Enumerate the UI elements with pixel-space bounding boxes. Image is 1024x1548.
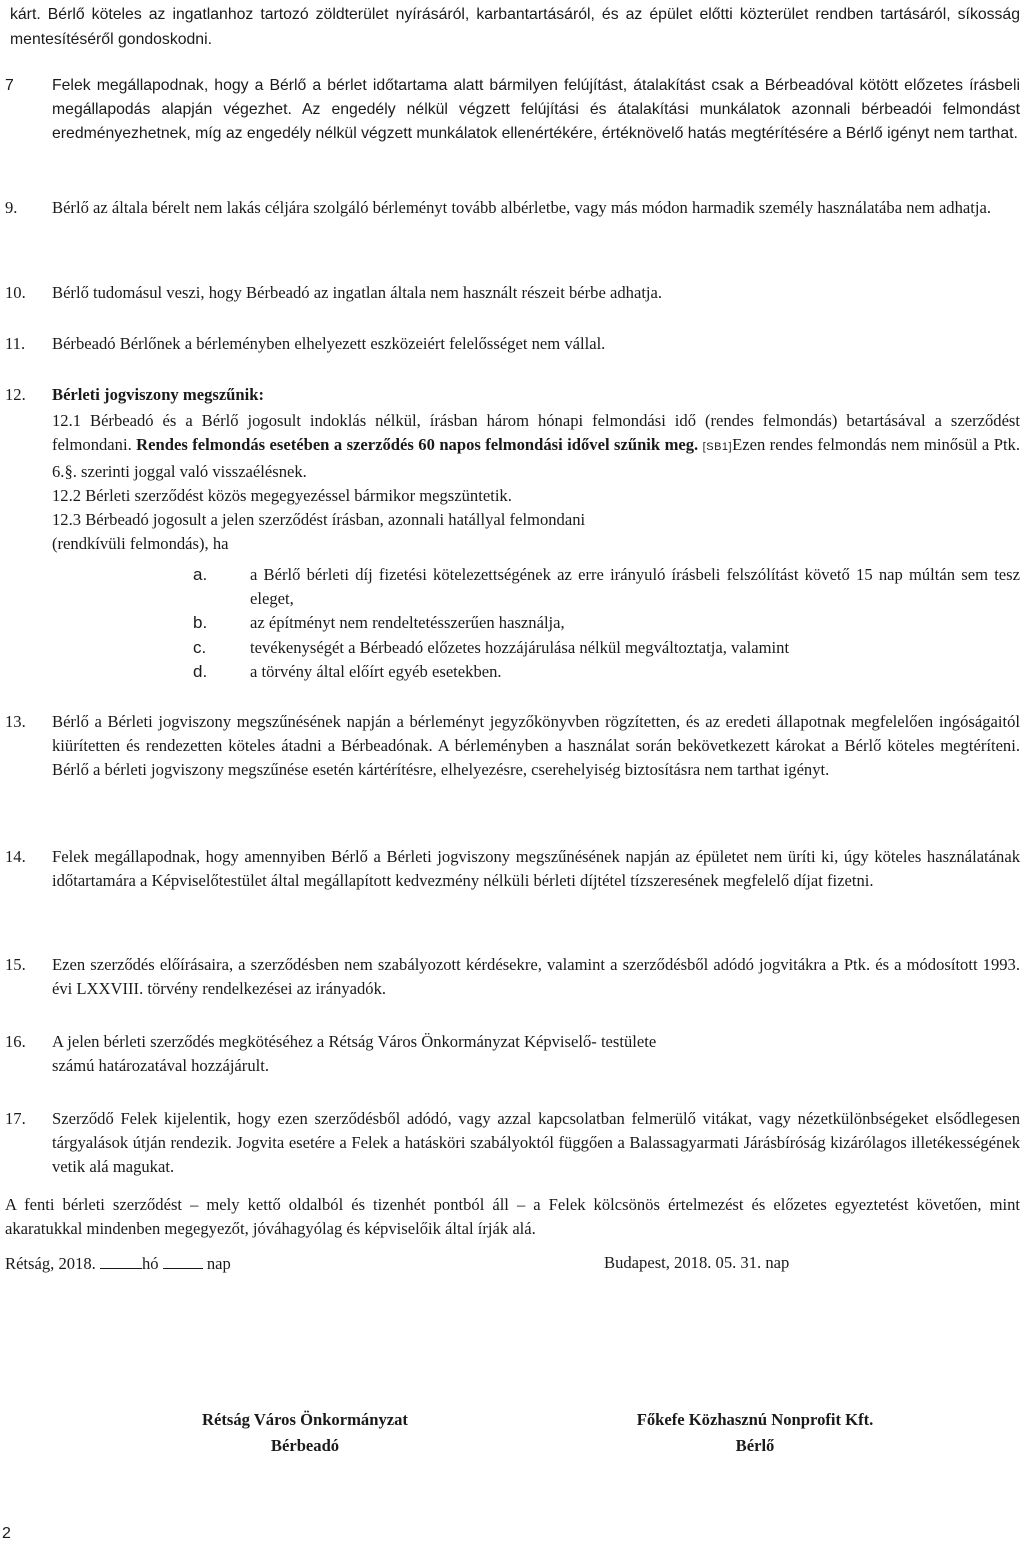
page-number: 2	[2, 1525, 11, 1542]
clause-11	[5, 332, 1020, 356]
clause-text: Bérlő a Bérleti jogviszony megszűnésének napján a bérleményt jegyzőkönyvben rögzítetten, és az eredeti állapotnak megfelelően ingóságaitól kiürítetten és rendezetten köteles átadni a Bérbeadónak. A bérleményben a használat során bekövetkezett károkat a Bérlő köteles megtéríteni. Bérlő a bérleti jogviszony megszűnése esetén kártérítésre, elhelyezésre, cserehelyiség biztosításra nem tarthat igényt.	[52, 712, 1020, 780]
clause-12-1-rest: Ezen rendes felmondás nem minősül a Ptk. 6.§. szerinti joggal való visszaélésnek.	[52, 435, 1021, 481]
clause-12-3-line2: (rendkívüli felmondás), ha	[52, 534, 229, 554]
list-item	[5, 563, 1020, 611]
clause-16	[5, 1030, 1020, 1078]
intro-text: kárt. Bérlő köteles az ingatlanhoz tartozó zöldterület nyírásáról, karbantartásáról, és az épület előtti közterület rendben tartásáról, síkosság mentesítéséről gondoskodni.	[10, 6, 1020, 49]
clause-text: Bérlő az általa bérelt nem lakás céljára szolgáló bérleményt tovább albérletbe, vagy más módon harmadik személy használatába nem adhatja.	[52, 198, 991, 217]
clause-14	[5, 845, 1020, 893]
clause-12-3-line1: 12.3 Bérbeadó jogosult a jelen szerződést írásban, azonnali hatállyal felmondani	[52, 510, 586, 530]
lessee-role: Bérlő	[735, 1436, 775, 1455]
clause-number: 7	[5, 77, 14, 94]
date-left	[5, 1251, 231, 1276]
clause-text: Bérbeadó Bérlőnek a bérleményben elhelyezett eszközeiért felelősséget nem vállal.	[52, 334, 606, 353]
clause-number: 11.	[5, 334, 26, 353]
clause-16-line2: számú határozatával hozzájárult.	[52, 1056, 269, 1076]
blank-month	[100, 1251, 142, 1269]
list-item	[5, 611, 1020, 635]
lessor-name: Rétság Város Önkormányzat	[202, 1410, 408, 1429]
lessee-name: Főkefe Közhasznú Nonprofit Kft.	[636, 1410, 874, 1429]
clause-16-line1: A jelen bérleti szerződés megkötéséhez a Rétság Város Önkormányzat Képviselő- testülete	[52, 1032, 657, 1051]
list-letter: c.	[193, 637, 207, 657]
clause-number: 10.	[5, 283, 26, 302]
list-item-text: az építményt nem rendeltetésszerűen használja,	[250, 613, 565, 633]
clause-12-1-bold: Rendes felmondás esetében a szerződés 60 napos felmondási idővel szűnik meg.	[136, 435, 699, 455]
clause-7	[5, 74, 1020, 147]
date-left-place: Rétság, 2018.	[5, 1254, 96, 1273]
list-item	[5, 636, 1020, 660]
clause-number: 15.	[5, 955, 26, 974]
clause-12-1	[52, 409, 1020, 484]
list-letter: a.	[193, 565, 208, 584]
signature-block-lessee	[580, 1407, 930, 1459]
date-right: Budapest, 2018. 05. 31. nap	[604, 1253, 790, 1272]
list-letter: b.	[193, 613, 208, 633]
signature-block-lessor	[120, 1407, 490, 1459]
clause-number: 12.	[5, 385, 26, 404]
clause-text: Felek megállapodnak, hogy amennyiben Bérlő a Bérleti jogviszony megszűnésének napján az épületet nem üríti ki, úgy köteles használatának időtartamára a Képviselőtestület által megállapított kedvezmény nélküli bérleti díjtétel tízszeresének megfelelő díjat fizetni.	[52, 847, 1020, 891]
clause-text: Felek megállapodnak, hogy a Bérlő a bérlet időtartama alatt bármilyen felújítást, átalakítást csak a Bérbeadóval kötött előzetes írásbeli megállapodás alapján végezhet. Az engedély nélkül végzett felújítási és átalakítási munkálatok azonnali bérbeadói felmondást eredményezhetnek, míg az engedély nélkül végzett munkálatok ellenértékére, értéknövelő hatás megtérítésére a Bérlő igényt nem tarthat.	[52, 77, 1020, 143]
clause-text: Ezen szerződés előírásaira, a szerződésben nem szabályozott kérdésekre, valamint a szerződésből adódó jogvitákra a Ptk. és a módosított 1993. évi LXXVIII. törvény rendelkezései az irányadók.	[52, 955, 1020, 999]
clause-17	[5, 1107, 1020, 1180]
list-item-text: a Bérlő bérleti díj fizetési kötelezettségének az erre irányuló írásbeli felszólítást követő 15 nap múltán sem tesz eleget,	[250, 565, 1020, 609]
blank-day	[163, 1251, 203, 1269]
clause-number: 16.	[5, 1032, 26, 1051]
clause-text: Bérlő tudomásul veszi, hogy Bérbeadó az ingatlan általa nem használt részeit bérbe adhatja.	[52, 283, 663, 302]
clause-number: 9.	[5, 198, 18, 217]
clause-10	[5, 281, 1020, 305]
lessor-role: Bérbeadó	[270, 1436, 340, 1455]
clause-12-3-list	[5, 563, 1020, 684]
date-left-month-label: hó	[141, 1254, 159, 1273]
clause-12-heading: Bérleti jogviszony megszűnik:	[52, 385, 265, 404]
list-letter: d.	[193, 661, 208, 681]
clause-12	[5, 383, 1020, 556]
clause-number: 17.	[5, 1109, 26, 1128]
clause-15	[5, 953, 1020, 1001]
closing-paragraph: A fenti bérleti szerződést – mely kettő oldalból és tizenhét pontból áll – a Felek kölcsönös értelmezést és előzetes egyeztetést követően, mint akaratukkal mindenben megegyezőt, jóváhagyólag és képviselőik által írják alá.	[5, 1195, 1020, 1239]
clause-9	[5, 196, 1020, 220]
clause-text: Szerződő Felek kijelentik, hogy ezen szerződésből adódó, vagy azzal kapcsolatban felmerülő vitákat, vagy nézetkülönbségeket elsődlegesen tárgyalások útján rendezik. Jogvita esetére a Felek a hatásköri szabályoktól függően a Balassagyarmati Járásbíróság kizárólagos illetékességének vetik alá magukat.	[52, 1109, 1020, 1177]
list-item	[5, 660, 1020, 684]
clause-number: 14.	[5, 847, 26, 866]
date-left-day-label: nap	[206, 1254, 231, 1273]
clause-12-2: 12.2 Bérleti szerződést közös megegyezéssel bármikor megszüntetik.	[52, 485, 512, 505]
intro-paragraph	[10, 2, 1020, 52]
clause-number: 13.	[5, 712, 26, 731]
list-item-text: a törvény által előírt egyéb esetekben.	[250, 661, 502, 681]
clause-16-body	[52, 1030, 1020, 1078]
clause-13	[5, 710, 1020, 783]
comment-tag: [SB1]	[702, 441, 733, 454]
clause-12-body	[52, 383, 1020, 556]
list-item-text: tevékenységét a Bérbeadó előzetes hozzájárulása nélkül megváltoztatja, valamint	[250, 637, 790, 657]
clause-12-1-text: 12.1 Bérbeadó és a Bérlő jogosult indoklás nélkül, írásban három hónapi felmondási idő (rendes felmondás) betartásával a szerződést felmondani.	[52, 411, 1020, 455]
